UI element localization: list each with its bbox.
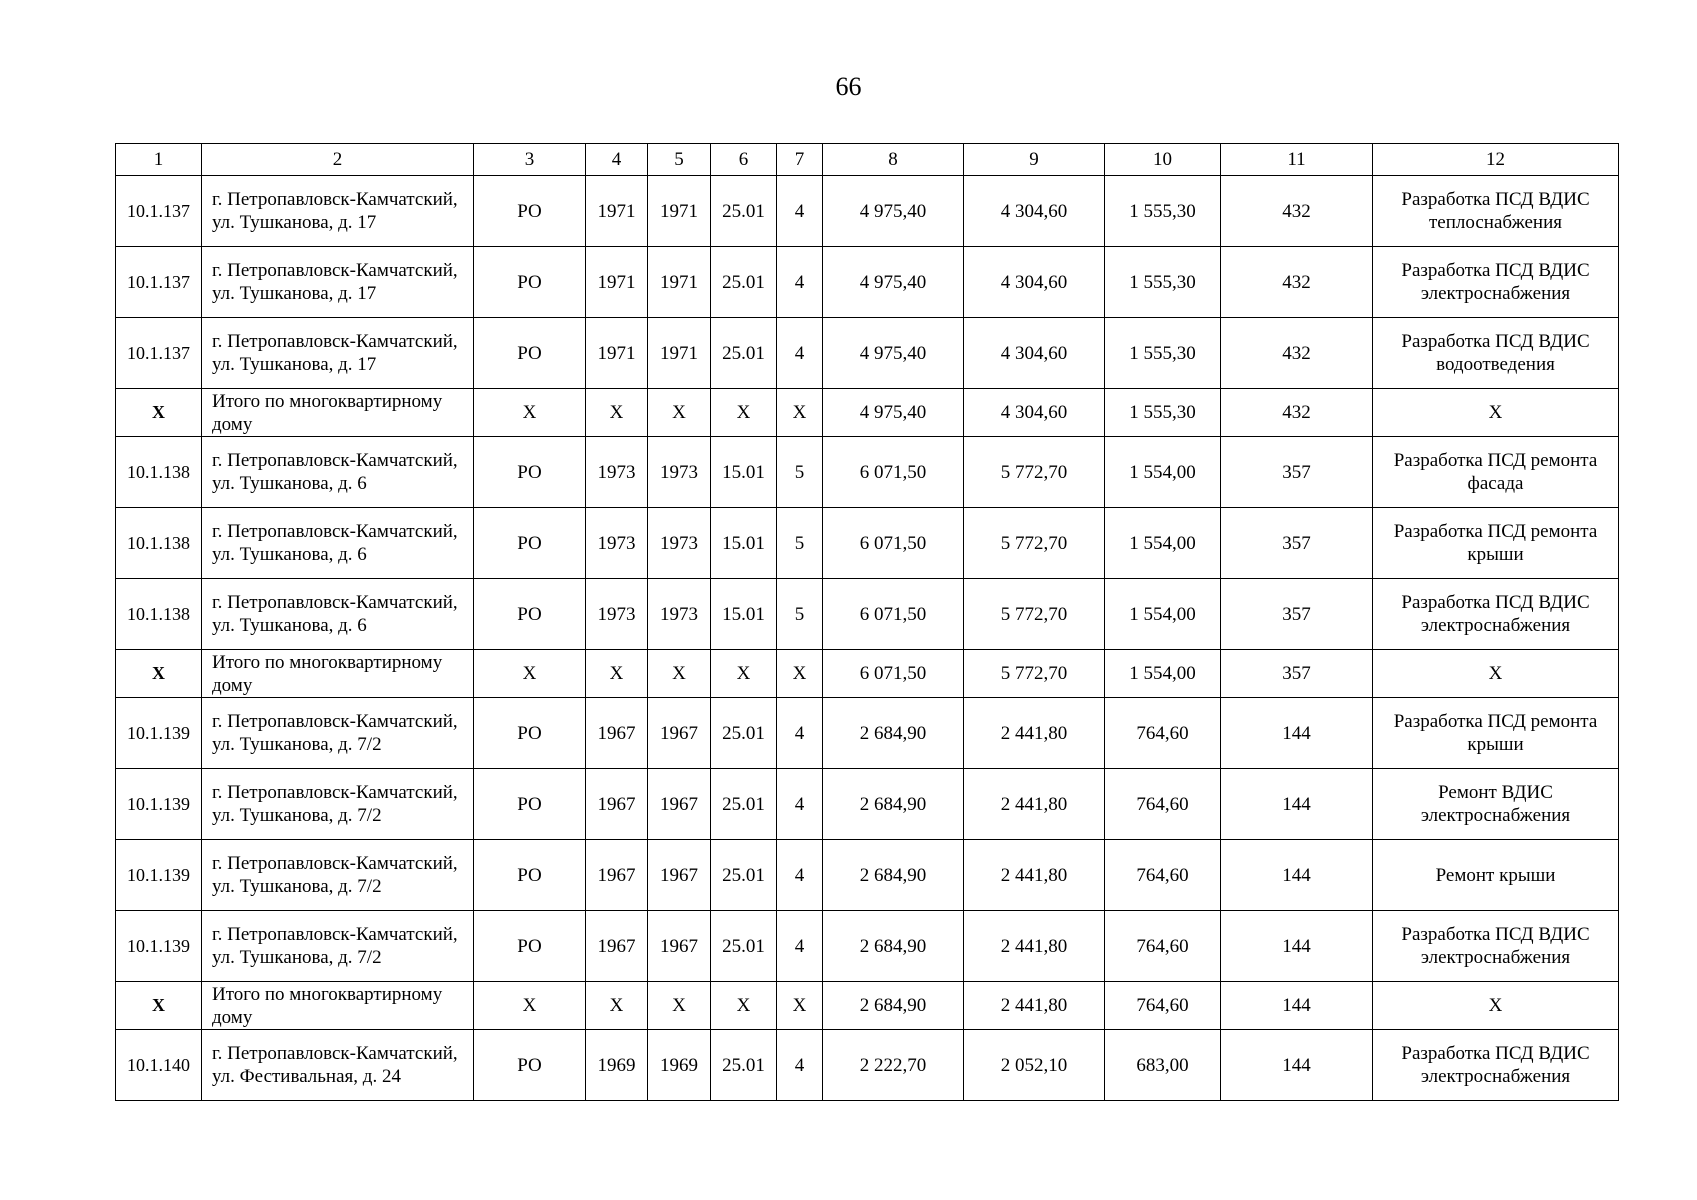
type-cell: РО (474, 698, 586, 769)
floors-cell: 4 (777, 840, 823, 911)
count-cell: 357 (1221, 508, 1373, 579)
table-row (116, 437, 1619, 508)
area-cell: 4 975,40 (823, 176, 964, 247)
address-cell: г. Петропавловск-Камчатский, ул. Тушканова, д. 6 (202, 437, 474, 508)
work-cell: X (1373, 389, 1619, 437)
column-header: 9 (964, 144, 1105, 176)
year-cell: 1967 (586, 698, 648, 769)
area-cell: 2 441,80 (964, 840, 1105, 911)
area-cell: 4 975,40 (823, 318, 964, 389)
area-cell: 6 071,50 (823, 579, 964, 650)
area-cell: 1 554,00 (1105, 579, 1221, 650)
work-cell: Разработка ПСД ВДИС электроснабжения (1373, 579, 1619, 650)
area-cell: 2 441,80 (964, 911, 1105, 982)
floors-cell: 5 (777, 579, 823, 650)
type-cell: РО (474, 769, 586, 840)
id-cell: 10.1.139 (116, 840, 202, 911)
address-cell: г. Петропавловск-Камчатский, ул. Тушканова, д. 6 (202, 579, 474, 650)
count-cell: 357 (1221, 437, 1373, 508)
table-row (116, 1030, 1619, 1101)
column-number-row (116, 144, 1619, 176)
area-cell: 683,00 (1105, 1030, 1221, 1101)
address-cell: г. Петропавловск-Камчатский, ул. Тушканова, д. 17 (202, 247, 474, 318)
year-cell: 1973 (586, 579, 648, 650)
area-cell: 6 071,50 (823, 508, 964, 579)
year-cell: X (648, 389, 711, 437)
table-row (116, 840, 1619, 911)
area-cell: 4 304,60 (964, 318, 1105, 389)
table-body (116, 176, 1619, 1101)
address-cell: г. Петропавловск-Камчатский, ул. Тушканова, д. 7/2 (202, 698, 474, 769)
area-cell: 2 684,90 (823, 840, 964, 911)
area-cell: 764,60 (1105, 911, 1221, 982)
total-row (116, 389, 1619, 437)
address-cell: Итого по многоквартирному дому (202, 982, 474, 1030)
code-cell: 25.01 (711, 840, 777, 911)
type-cell: РО (474, 579, 586, 650)
count-cell: 432 (1221, 318, 1373, 389)
area-cell: 2 684,90 (823, 911, 964, 982)
address-cell: г. Петропавловск-Камчатский, ул. Тушканова, д. 17 (202, 318, 474, 389)
table-row (116, 769, 1619, 840)
count-cell: 432 (1221, 247, 1373, 318)
code-cell: 25.01 (711, 911, 777, 982)
type-cell: РО (474, 176, 586, 247)
year-cell: 1971 (648, 176, 711, 247)
count-cell: 144 (1221, 1030, 1373, 1101)
address-cell: Итого по многоквартирному дому (202, 650, 474, 698)
type-cell: РО (474, 247, 586, 318)
column-header: 6 (711, 144, 777, 176)
year-cell: 1971 (648, 247, 711, 318)
code-cell: 25.01 (711, 769, 777, 840)
id-cell: 10.1.138 (116, 508, 202, 579)
count-cell: 144 (1221, 911, 1373, 982)
year-cell: 1971 (586, 176, 648, 247)
area-cell: 1 555,30 (1105, 247, 1221, 318)
work-cell: Разработка ПСД ВДИС теплоснабжения (1373, 176, 1619, 247)
floors-cell: 5 (777, 508, 823, 579)
work-cell: Разработка ПСД ремонта фасада (1373, 437, 1619, 508)
work-cell: Разработка ПСД ремонта крыши (1373, 698, 1619, 769)
id-cell: 10.1.139 (116, 769, 202, 840)
floors-cell: X (777, 650, 823, 698)
id-cell: 10.1.140 (116, 1030, 202, 1101)
id-cell: 10.1.137 (116, 318, 202, 389)
area-cell: 5 772,70 (964, 437, 1105, 508)
column-header: 1 (116, 144, 202, 176)
year-cell: X (586, 650, 648, 698)
area-cell: 2 684,90 (823, 982, 964, 1030)
area-cell: 764,60 (1105, 840, 1221, 911)
type-cell: РО (474, 911, 586, 982)
type-cell: РО (474, 318, 586, 389)
code-cell: 25.01 (711, 247, 777, 318)
area-cell: 764,60 (1105, 769, 1221, 840)
code-cell: 25.01 (711, 698, 777, 769)
year-cell: X (648, 982, 711, 1030)
table-row (116, 247, 1619, 318)
table-row (116, 318, 1619, 389)
count-cell: 357 (1221, 650, 1373, 698)
work-cell: Разработка ПСД ВДИС электроснабжения (1373, 1030, 1619, 1101)
area-cell: 4 304,60 (964, 247, 1105, 318)
year-cell: 1971 (648, 318, 711, 389)
column-header: 8 (823, 144, 964, 176)
code-cell: 25.01 (711, 176, 777, 247)
work-cell: X (1373, 982, 1619, 1030)
year-cell: 1967 (586, 911, 648, 982)
area-cell: 4 975,40 (823, 389, 964, 437)
code-cell: X (711, 982, 777, 1030)
work-cell: X (1373, 650, 1619, 698)
area-cell: 2 684,90 (823, 769, 964, 840)
year-cell: 1971 (586, 247, 648, 318)
area-cell: 5 772,70 (964, 579, 1105, 650)
count-cell: 357 (1221, 579, 1373, 650)
area-cell: 6 071,50 (823, 650, 964, 698)
work-cell: Разработка ПСД ремонта крыши (1373, 508, 1619, 579)
table-row (116, 911, 1619, 982)
type-cell: РО (474, 1030, 586, 1101)
address-cell: Итого по многоквартирному дому (202, 389, 474, 437)
column-header: 4 (586, 144, 648, 176)
id-cell: X (116, 650, 202, 698)
area-cell: 4 304,60 (964, 389, 1105, 437)
work-cell: Ремонт крыши (1373, 840, 1619, 911)
year-cell: 1967 (648, 840, 711, 911)
area-cell: 2 441,80 (964, 769, 1105, 840)
type-cell: X (474, 982, 586, 1030)
type-cell: РО (474, 437, 586, 508)
year-cell: 1967 (648, 698, 711, 769)
table-row (116, 698, 1619, 769)
year-cell: 1967 (586, 769, 648, 840)
code-cell: 25.01 (711, 1030, 777, 1101)
code-cell: 15.01 (711, 437, 777, 508)
id-cell: X (116, 389, 202, 437)
year-cell: 1973 (648, 579, 711, 650)
id-cell: 10.1.139 (116, 698, 202, 769)
area-cell: 1 555,30 (1105, 389, 1221, 437)
address-cell: г. Петропавловск-Камчатский, ул. Тушканова, д. 6 (202, 508, 474, 579)
area-cell: 5 772,70 (964, 508, 1105, 579)
year-cell: 1973 (648, 437, 711, 508)
work-cell: Разработка ПСД ВДИС электроснабжения (1373, 247, 1619, 318)
floors-cell: 4 (777, 247, 823, 318)
area-cell: 764,60 (1105, 698, 1221, 769)
area-cell: 1 555,30 (1105, 176, 1221, 247)
code-cell: 25.01 (711, 318, 777, 389)
year-cell: X (586, 389, 648, 437)
id-cell: 10.1.139 (116, 911, 202, 982)
area-cell: 5 772,70 (964, 650, 1105, 698)
area-cell: 1 554,00 (1105, 437, 1221, 508)
work-cell: Разработка ПСД ВДИС электроснабжения (1373, 911, 1619, 982)
year-cell: 1971 (586, 318, 648, 389)
id-cell: 10.1.137 (116, 176, 202, 247)
column-header: 12 (1373, 144, 1619, 176)
id-cell: 10.1.137 (116, 247, 202, 318)
year-cell: 1967 (648, 911, 711, 982)
address-cell: г. Петропавловск-Камчатский, ул. Тушканова, д. 7/2 (202, 840, 474, 911)
column-header: 3 (474, 144, 586, 176)
address-cell: г. Петропавловск-Камчатский, ул. Тушканова, д. 17 (202, 176, 474, 247)
floors-cell: 4 (777, 1030, 823, 1101)
count-cell: 144 (1221, 982, 1373, 1030)
area-cell: 2 052,10 (964, 1030, 1105, 1101)
type-cell: РО (474, 840, 586, 911)
area-cell: 4 304,60 (964, 176, 1105, 247)
year-cell: X (648, 650, 711, 698)
table-row (116, 579, 1619, 650)
table-row (116, 176, 1619, 247)
page-number: 66 (835, 72, 862, 101)
type-cell: X (474, 650, 586, 698)
total-row (116, 982, 1619, 1030)
area-cell: 2 441,80 (964, 982, 1105, 1030)
area-cell: 2 441,80 (964, 698, 1105, 769)
area-cell: 4 975,40 (823, 247, 964, 318)
column-header: 7 (777, 144, 823, 176)
code-cell: 15.01 (711, 508, 777, 579)
address-cell: г. Петропавловск-Камчатский, ул. Тушканова, д. 7/2 (202, 769, 474, 840)
type-cell: X (474, 389, 586, 437)
area-cell: 2 222,70 (823, 1030, 964, 1101)
column-header: 2 (202, 144, 474, 176)
floors-cell: 4 (777, 911, 823, 982)
year-cell: X (586, 982, 648, 1030)
area-cell: 6 071,50 (823, 437, 964, 508)
total-row (116, 650, 1619, 698)
work-cell: Ремонт ВДИС электроснабжения (1373, 769, 1619, 840)
id-cell: 10.1.138 (116, 579, 202, 650)
year-cell: 1973 (648, 508, 711, 579)
count-cell: 144 (1221, 698, 1373, 769)
column-header: 5 (648, 144, 711, 176)
column-header: 11 (1221, 144, 1373, 176)
area-cell: 764,60 (1105, 982, 1221, 1030)
year-cell: 1969 (648, 1030, 711, 1101)
floors-cell: 4 (777, 318, 823, 389)
code-cell: X (711, 389, 777, 437)
column-header: 10 (1105, 144, 1221, 176)
code-cell: X (711, 650, 777, 698)
area-cell: 1 555,30 (1105, 318, 1221, 389)
floors-cell: 5 (777, 437, 823, 508)
address-cell: г. Петропавловск-Камчатский, ул. Тушканова, д. 7/2 (202, 911, 474, 982)
count-cell: 144 (1221, 840, 1373, 911)
id-cell: X (116, 982, 202, 1030)
address-cell: г. Петропавловск-Камчатский, ул. Фестивальная, д. 24 (202, 1030, 474, 1101)
code-cell: 15.01 (711, 579, 777, 650)
floors-cell: 4 (777, 176, 823, 247)
area-cell: 1 554,00 (1105, 508, 1221, 579)
year-cell: 1967 (586, 840, 648, 911)
floors-cell: X (777, 982, 823, 1030)
table-row (116, 508, 1619, 579)
year-cell: 1969 (586, 1030, 648, 1101)
floors-cell: 4 (777, 769, 823, 840)
year-cell: 1967 (648, 769, 711, 840)
id-cell: 10.1.138 (116, 437, 202, 508)
floors-cell: 4 (777, 698, 823, 769)
area-cell: 2 684,90 (823, 698, 964, 769)
type-cell: РО (474, 508, 586, 579)
year-cell: 1973 (586, 508, 648, 579)
area-cell: 1 554,00 (1105, 650, 1221, 698)
count-cell: 432 (1221, 176, 1373, 247)
floors-cell: X (777, 389, 823, 437)
count-cell: 432 (1221, 389, 1373, 437)
count-cell: 144 (1221, 769, 1373, 840)
housing-registry-table (115, 143, 1619, 1101)
work-cell: Разработка ПСД ВДИС водоотведения (1373, 318, 1619, 389)
year-cell: 1973 (586, 437, 648, 508)
